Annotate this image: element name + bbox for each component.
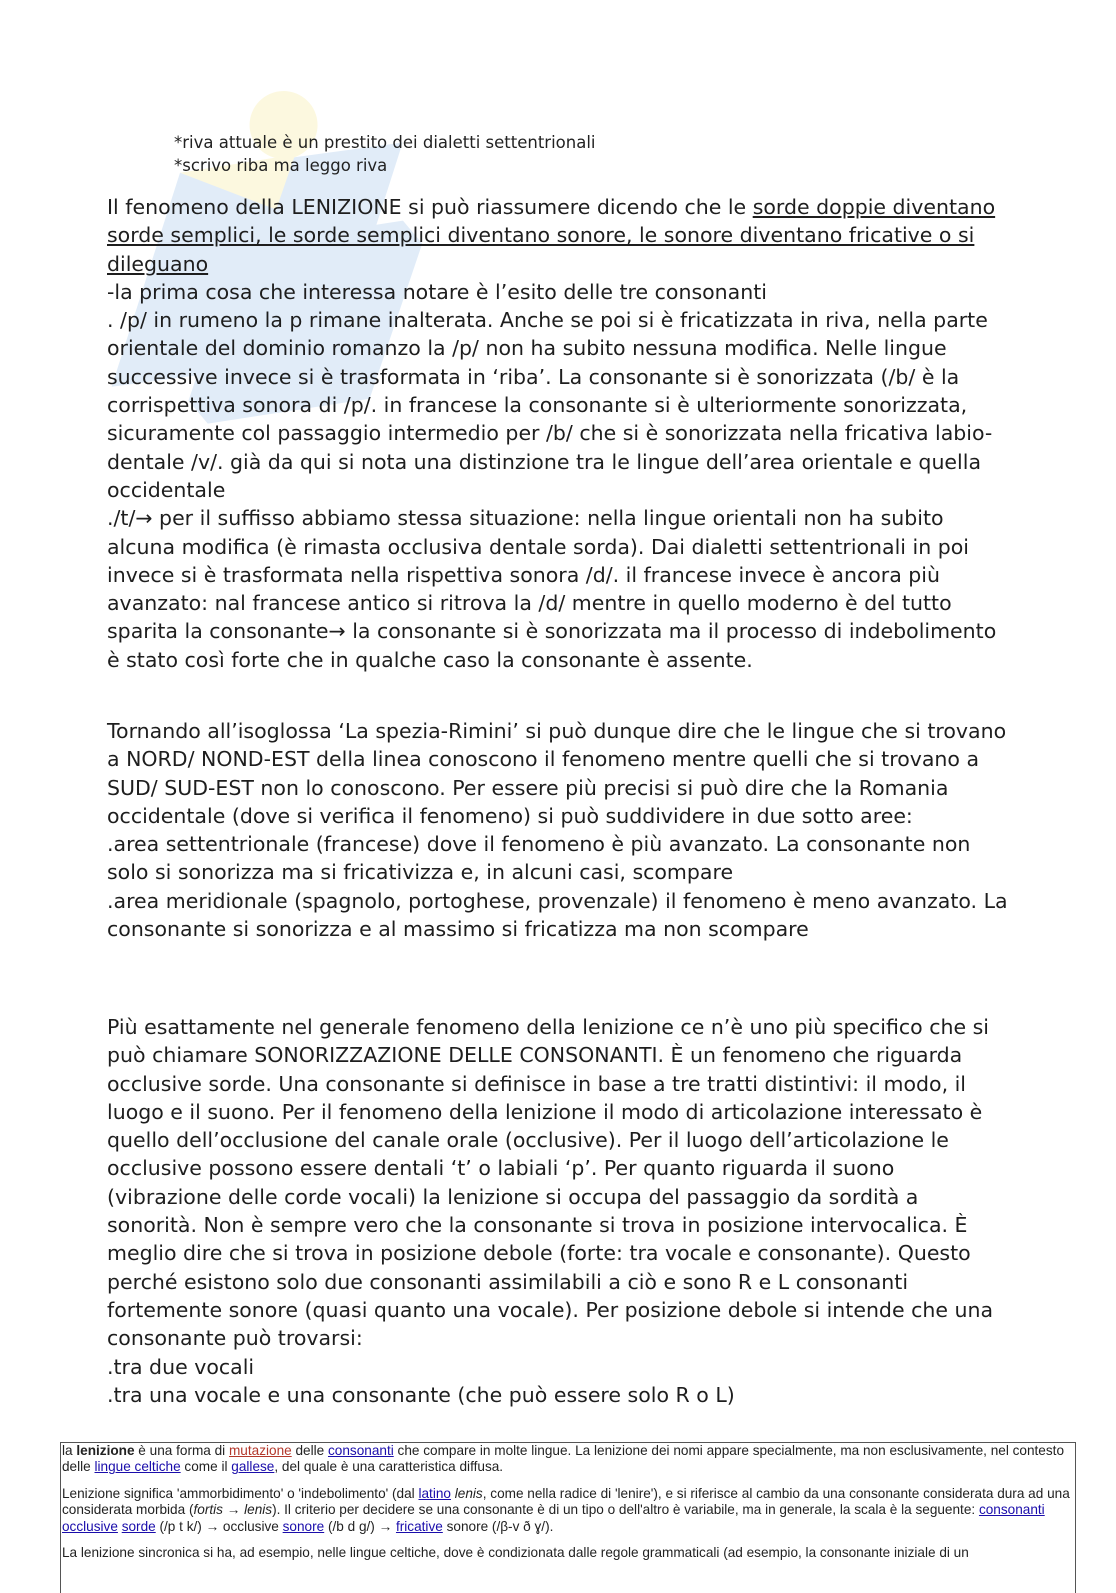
link-latino[interactable]: latino (418, 1485, 451, 1501)
text-line: Tornando all’isoglossa ‘La spezia-Rimini’ si può dunque dire che le lingue che si trovano a NORD/ NOND-EST della linea conoscono il fenomeno mentre quelli che si trovano a SUD/ SUD-EST non lo conoscono. Per essere più precisi si può dire che la Romania occidentale (dove si verifica il fenomeno) si può suddividere in due sotto aree: (107, 719, 1007, 828)
link-mutazione[interactable]: mutazione (228, 1443, 292, 1458)
underlined-rule: sorde doppie diventano sorde semplici, le sorde semplici diventano sonore, le sonore diventano fricative o si dileguano (107, 195, 996, 276)
text-line: ./t/→ per il suffisso abbiamo stessa situazione: nella lingue orientali non ha subito alcuna modifica (è rimasta occlusiva dentale sorda). Dai dialetti settentrionali in poi invece si è trasformata nella rispettiva sonora /d/. il francese invece è ancora più avanzato: nal francese antico si ritrova la /d/ mentre in quello moderno è del tutto sparita la consonante→ la consonante si è sonorizzata ma il processo di indebolimento è stato così forte che in qualche caso la consonante è assente. (107, 506, 997, 672)
link-sorde[interactable]: sorde (121, 1518, 156, 1534)
box-paragraph: Lenizione significa 'ammorbidimento' o 'indebolimento' (dal latino lenis, come nella radice di 'lenire'), e si riferisce al cambio da una consonante considerata dura ad una considerata morbida (fortis → lenis). Il criterio per decidere se una consonante è di un tipo o dell'altro è variabile, ma in generale, la scala è la seguente: consonanti occlusive sorde (/p t k/) → occlusive sonore (/b d g/) → fricative sonore (/β-v ð ɣ/). (62, 1485, 1070, 1534)
intro-text: Il fenomeno della LENIZIONE si può riassumere dicendo che le (107, 195, 753, 219)
text-line: Più esattamente nel generale fenomeno della lenizione ce n’è uno più specifico che si può chiamare SONORIZZAZIONE DELLE CONSONANTI. È un fenomeno che riguarda occlusive sorde. Una consonante si definisce in base a tre tratti distintivi: il modo, il luogo e il suono. Per il fenomeno della lenizione il modo di articolazione interessato è quello dell’occlusione del canale orale (occlusive). Per il luogo dell’articolazione le occlusive possono essere dentali ‘t’ o labiali ‘p’. Per quanto riguarda il suono (vibrazione delle corde vocali) la lenizione si occupa del passaggio da sordità a sonorità. Non è sempre vero che la consonante si trova in posizione intervocalica. È meglio dire che si trova in posizione debole (forte: tra vocale e consonante). Questo perché esistono solo due consonanti assimilabili a ciò e sono R e L consonanti fortemente sonore (quasi quanto una vocale). Per posizione debole si intende che una consonante può trovarsi: (107, 1015, 994, 1351)
link-fricative[interactable]: fricative (395, 1518, 443, 1534)
link-consonanti-occlusive[interactable]: consonanti occlusive (62, 1502, 1045, 1534)
text-line: .area meridionale (spagnolo, portoghese, provenzale) il fenomeno è meno avanzato. La consonante si sonorizza e al massimo si fricatizza ma non scompare (107, 888, 1008, 942)
bold-term: lenizione (76, 1443, 135, 1458)
paragraph-lenizione (107, 193, 1012, 674)
link-lingue-celtiche[interactable]: lingue celtiche (94, 1459, 181, 1475)
paragraph-sonorizzazione (107, 1013, 1012, 1409)
text-line: .area settentrionale (francese) dove il fenomeno è più avanzato. La consonante non solo si sonorizza ma si fricativizza e, in alcuni casi, scompare (107, 832, 971, 885)
text-line: -la prima cosa che interessa notare è l’esito delle tre consonanti (107, 279, 767, 304)
box-paragraph: la lenizione è una forma di mutazione delle consonanti che compare in molte lingue. La lenizione dei nomi appare specialmente, ma non esclusivamente, nel contesto delle lingue celtiche come il gallese, del quale è una caratteristica diffusa. (62, 1443, 1065, 1475)
note-line: *riva attuale è un prestito dei dialetti settentrionali (174, 133, 596, 152)
paragraph-isoglossa (107, 717, 1012, 943)
link-consonanti[interactable]: consonanti (327, 1443, 394, 1458)
note-line: *scrivo riba ma leggo riva (174, 156, 388, 175)
text-line: .tra una vocale e una consonante (che può essere solo R o L) (107, 1382, 735, 1407)
link-gallese[interactable]: gallese (231, 1459, 275, 1475)
box-paragraph: La lenizione sincronica si ha, ad esempio, nelle lingue celtiche, dove è condizionata dalle regole grammaticali (ad esempio, la consonante iniziale di un (62, 1545, 969, 1561)
lenizione-definition (107, 193, 1012, 278)
pasted-encyclopedia-box (60, 1442, 1076, 1593)
text-line: . /p/ in rumeno la p rimane inalterata. Anche se poi si è fricatizzata in riva, nella parte orientale del dominio romanzo la /p/ non ha subito nessuna modifica. Nelle lingue successive invece si è trasformata in ‘riba’. La consonante si è sonorizzata (/b/ è la corrispettiva sonora di /p/. in francese la consonante si è ulteriormente sonorizzata, sicuramente col passaggio intermedio per /b/ che si è sonorizzata nella fricativa labio-dentale /v/. già da qui si nota una distinzione tra le lingue dell’area orientale e quella occidentale (107, 308, 993, 502)
text-line: .tra due vocali (107, 1354, 255, 1379)
link-sonore[interactable]: sonore (282, 1518, 325, 1534)
